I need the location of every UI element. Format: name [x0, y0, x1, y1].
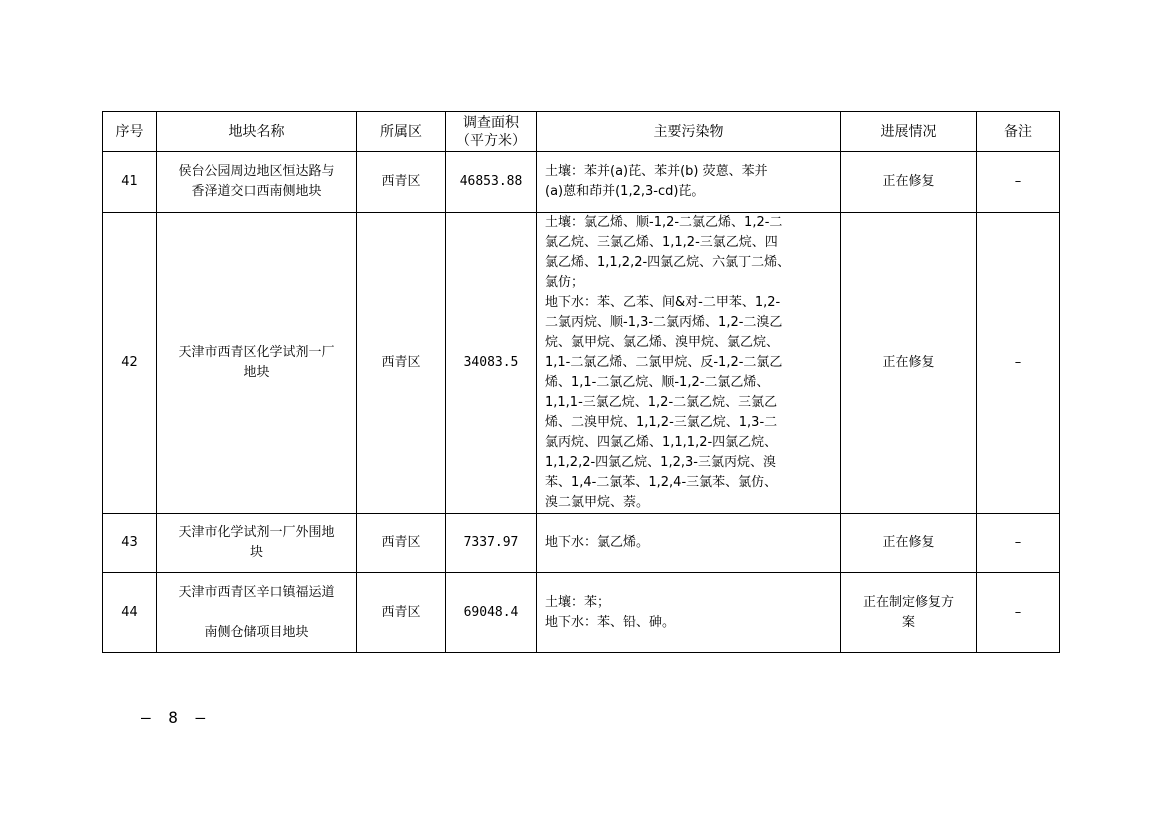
table-header-row	[103, 112, 1060, 152]
row-name-gap	[163, 603, 350, 623]
pollutant-line: 土壤：氯乙烯、顺-1,2-二氯乙烯、1,2-二	[545, 215, 783, 230]
row-no: 44	[103, 573, 157, 653]
row-no: 42	[103, 213, 157, 514]
table-row	[103, 213, 1060, 514]
row-progress: 正在修复	[841, 514, 977, 573]
row-district: 西青区	[357, 573, 446, 653]
row-name-line: 地块	[243, 365, 270, 380]
row-name-line: 块	[249, 545, 263, 560]
pollutant-line: 烷、氯甲烷、氯乙烯、溴甲烷、氯乙烷、	[545, 335, 780, 350]
row-progress-line: 正在制定修复方	[862, 594, 954, 610]
table-row	[103, 514, 1060, 573]
table-row	[103, 152, 1060, 213]
pollutant-line: 苯、1,4-二氯苯、1,2,4-三氯苯、氯仿、	[545, 475, 778, 490]
row-name	[157, 573, 357, 653]
row-district: 西青区	[357, 514, 446, 573]
pollutant-line: 烯、1,1-二氯乙烷、顺-1,2-二氯乙烯、	[545, 375, 770, 390]
pollutant-line: 氯仿；	[545, 275, 585, 290]
table-row	[103, 573, 1060, 653]
header-progress: 进展情况	[841, 112, 977, 152]
header-pollutants: 主要污染物	[537, 112, 841, 152]
row-name-line: 侯台公园周边地区恒达路与	[178, 164, 335, 179]
row-pollutants	[537, 514, 841, 573]
row-name-line: 南侧仓储项目地块	[204, 624, 309, 640]
row-progress: 正在修复	[841, 152, 977, 213]
row-no: 43	[103, 514, 157, 573]
pollutant-line: 氯乙烯、1,1,2,2-四氯乙烷、六氯丁二烯、	[545, 255, 791, 270]
header-area-line1: 调查面积	[463, 114, 519, 131]
header-no: 序号	[103, 112, 157, 152]
row-pollutants	[537, 573, 841, 653]
header-area-line2: （平方米）	[456, 132, 526, 149]
pollutant-line: 地下水：苯、铅、砷。	[545, 614, 676, 630]
pollutant-line: 地下水：氯乙烯。	[545, 535, 650, 550]
pollutant-line: 烯、二溴甲烷、1,1,2-三氯乙烷、1,3-二	[545, 415, 778, 430]
pollutant-line: 地下水：苯、乙苯、间&对-二甲苯、1,2-	[545, 295, 781, 310]
row-progress	[841, 573, 977, 653]
pollutant-line: 氯丙烷、四氯乙烯、1,1,1,2-四氯乙烷、	[545, 435, 778, 450]
pollutant-line: 1,1,1-三氯乙烷、1,2-二氯乙烷、三氯乙	[545, 395, 778, 410]
pollutant-line: 土壤：苯；	[545, 594, 611, 610]
row-name-line: 天津市西青区化学试剂一厂	[178, 345, 335, 360]
row-progress-line: 案	[901, 614, 915, 630]
row-remarks: –	[977, 213, 1060, 514]
row-area: 34083.5	[446, 213, 537, 514]
row-pollutants	[537, 152, 841, 213]
row-area: 69048.4	[446, 573, 537, 653]
row-area: 46853.88	[446, 152, 537, 213]
contaminated-sites-table	[102, 111, 1060, 653]
row-name-line: 天津市西青区辛口镇福运道	[178, 584, 335, 600]
row-district: 西青区	[357, 213, 446, 514]
pollutant-line: 1,1,2,2-四氯乙烷、1,2,3-三氯丙烷、溴	[545, 455, 776, 470]
header-area	[446, 112, 537, 152]
pollutant-line: 二氯丙烷、顺-1,3-二氯丙烯、1,2-二溴乙	[545, 315, 783, 330]
row-name	[157, 514, 357, 573]
row-district: 西青区	[357, 152, 446, 213]
pollutant-line: 1,1-二氯乙烯、二氯甲烷、反-1,2-二氯乙	[545, 355, 783, 370]
pollutant-line: 土壤：苯并(a)芘、苯并(b) 荧蒽、苯并	[545, 164, 768, 179]
row-area: 7337.97	[446, 514, 537, 573]
row-progress: 正在修复	[841, 213, 977, 514]
row-name-line: 天津市化学试剂一厂外围地	[178, 525, 335, 540]
pollutant-line: (a)蒽和茚并(1,2,3-cd)芘。	[545, 184, 705, 199]
row-no: 41	[103, 152, 157, 213]
row-name	[157, 152, 357, 213]
row-name-line: 香泽道交口西南侧地块	[191, 184, 322, 199]
page-number: – 8 –	[141, 708, 210, 727]
row-name	[157, 213, 357, 514]
row-remarks: –	[977, 514, 1060, 573]
row-remarks: –	[977, 573, 1060, 653]
header-district: 所属区	[357, 112, 446, 152]
pollutant-line: 溴二氯甲烷、萘。	[545, 495, 650, 510]
row-pollutants	[537, 213, 841, 514]
header-name: 地块名称	[157, 112, 357, 152]
row-remarks: –	[977, 152, 1060, 213]
pollutant-line: 氯乙烷、三氯乙烯、1,1,2-三氯乙烷、四	[545, 235, 778, 250]
header-remarks: 备注	[977, 112, 1060, 152]
